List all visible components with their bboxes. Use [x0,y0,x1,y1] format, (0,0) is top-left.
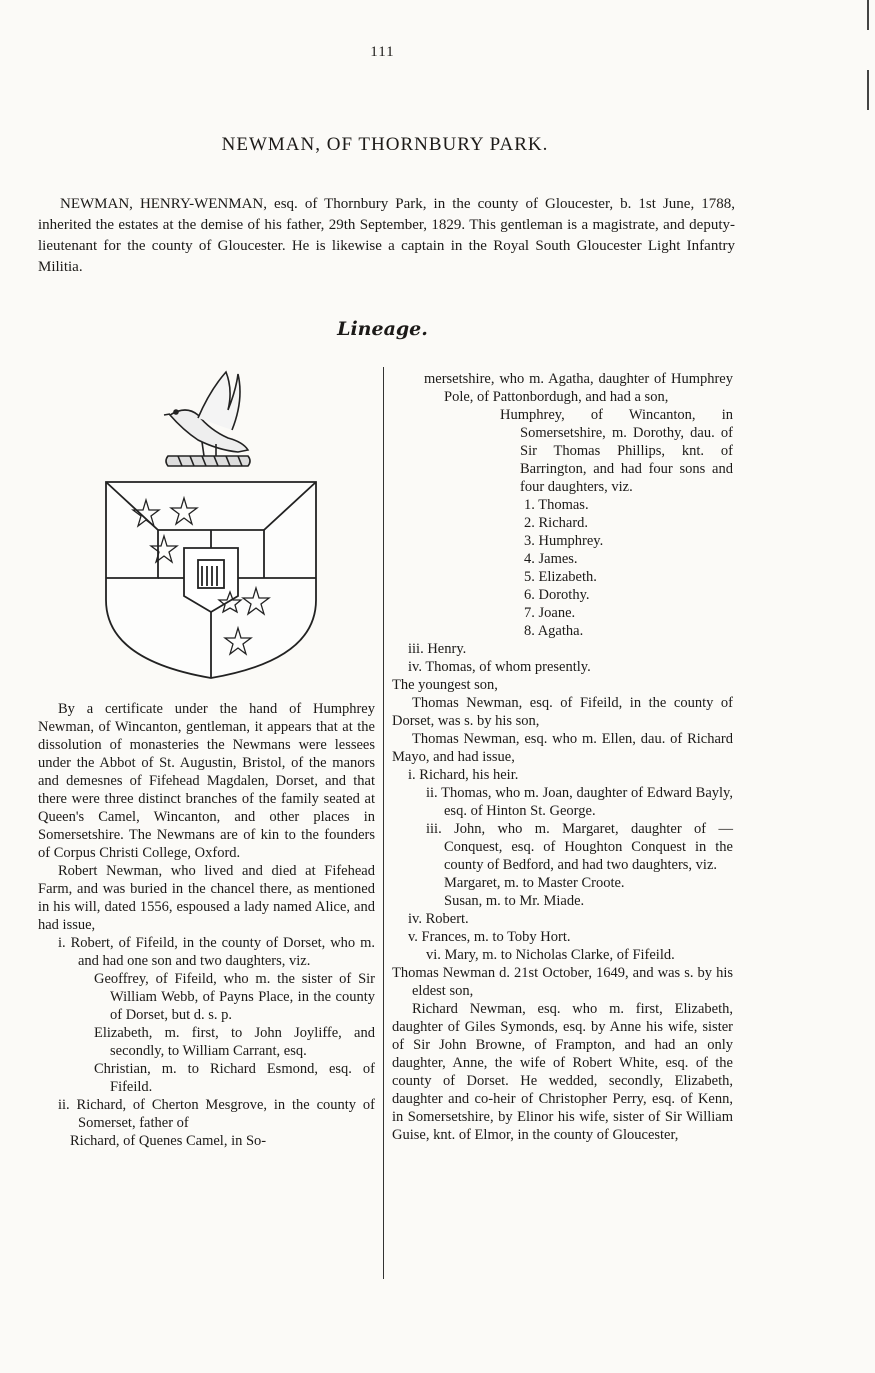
intro-paragraph [38,194,735,278]
right-paragraph: Richard Newman, esq. who m. first, Elizabeth, daughter of Giles Symonds, esq. by Anne his wife, sister of Sir John Browne, of Frampton, and had an only daughter, Anne, the wife of Robert White, esq. of the county of Dorset. He wedded, secondly, Elizabeth, daughter and co-heir of Christopher Perry, esq. of Kenn, in Somersetshire, by Elinor his wife, sister of Sir William Guise, knt. of Elmor, in the county of Gloucester, [392,1001,733,1143]
left-list-item: Elizabeth, m. first, to John Joyliffe, and secondly, to William Carrant, esq. [94,1025,375,1059]
page-title: NEWMAN, OF THORNBURY PARK. [221,134,549,155]
right-paragraph: Thomas Newman d. 21st October, 1649, and was s. by his eldest son, [392,965,733,999]
column-divider [383,367,384,1279]
left-list-item: i. Robert, of Fifeild, in the county of Dorset, who m. and had one son and two daughters, viz. [58,935,375,969]
left-paragraph: By a certificate under the hand of Humphrey Newman, of Wincanton, gentleman, it appears that at the dissolution of monasteries the Newmans were lessees under the Abbot of St. Augustin, Bristol, of the manors and demesnes of Fifehead Magdalen, Dorset, and that there were three distinct branches of the family seated at Queen's Camel, Wincanton, and other places in Somersetshire. The Newmans are of kin to the founders of Corpus Christi College, Oxford. [38,701,375,861]
right-list-item: Susan, m. to Mr. Miade. [444,893,585,909]
page-number: 111 [370,44,395,60]
child-number-item: 1. Thomas. [524,497,589,513]
right-list-item: mersetshire, who m. Agatha, daughter of Humphrey Pole, of Pattonbordugh, and had a son, [424,371,733,405]
left-paragraph: Robert Newman, who lived and died at Fifehead Farm, and was buried in the chancel there, as mentioned in his will, dated 1556, espoused a lady named Alice, and had issue, [38,863,375,933]
right-list-item: ii. Thomas, who m. Joan, daughter of Edward Bayly, esq. of Hinton St. George. [426,785,733,819]
child-number-item: 4. James. [524,551,578,567]
child-number-item: 8. Agatha. [524,623,584,639]
right-paragraph: Thomas Newman, esq. of Fifeild, in the county of Dorset, was s. by his son, [392,695,733,729]
lineage-heading: Lineage. [337,318,428,340]
child-number-item: 3. Humphrey. [524,533,604,549]
page-edge-mark [867,0,869,30]
right-list-item: vi. Mary, m. to Nicholas Clarke, of Fifeild. [426,947,675,963]
coat-of-arms-image [98,360,324,690]
right-list-item: iii. John, who m. Margaret, daughter of — Conquest, esq. of Houghton Conquest in the county of Bedford, and had two daughters, viz. [426,821,733,873]
left-list-item: ii. Richard, of Cherton Mesgrove, in the county of Somerset, father of [58,1097,375,1131]
right-column [392,370,733,1144]
shield-icon [106,482,316,678]
right-list-item: v. Frances, m. to Toby Hort. [408,929,571,945]
intro-text: NEWMAN, HENRY-WENMAN, esq. of Thornbury Park, in the county of Gloucester, b. 1st June, 1788, inherited the estates at the demise of his father, 29th September, 1829. This gentleman is a magistrate, and deputy-lieutenant for the county of Gloucester. He is likewise a captain in the Royal South Gloucester Light Infantry Militia. [38,196,735,275]
right-list-item: iii. Henry. [408,641,467,657]
left-list-item: Geoffrey, of Fifeild, who m. the sister of Sir William Webb, of Payns Place, in the county of Dorset, but d. s. p. [94,971,375,1023]
left-list-item: Richard, of Quenes Camel, in So- [70,1133,267,1149]
page-edge-mark [867,70,869,110]
right-list-item: i. Richard, his heir. [408,767,519,783]
child-number-item: 5. Elizabeth. [524,569,597,585]
right-list-item: iv. Robert. [408,911,469,927]
right-list-item: iv. Thomas, of whom presently. [408,659,591,675]
right-paragraph: The youngest son, [392,677,498,693]
child-number-item: 2. Richard. [524,515,589,531]
left-column [38,700,375,1150]
right-list-item: Margaret, m. to Master Croote. [444,875,625,891]
left-list-item: Christian, m. to Richard Esmond, esq. of Fifeild. [94,1061,375,1095]
dove-crest-icon [164,372,250,466]
right-list-item: Humphrey, of Wincanton, in Somersetshire, m. Dorothy, dau. of Sir Thomas Phillips, knt. of Barrington, and had four sons and four daughters, viz. [500,407,733,495]
right-paragraph: Thomas Newman, esq. who m. Ellen, dau. of Richard Mayo, and had issue, [392,731,733,765]
child-number-item: 6. Dorothy. [524,587,590,603]
child-number-item: 7. Joane. [524,605,576,621]
